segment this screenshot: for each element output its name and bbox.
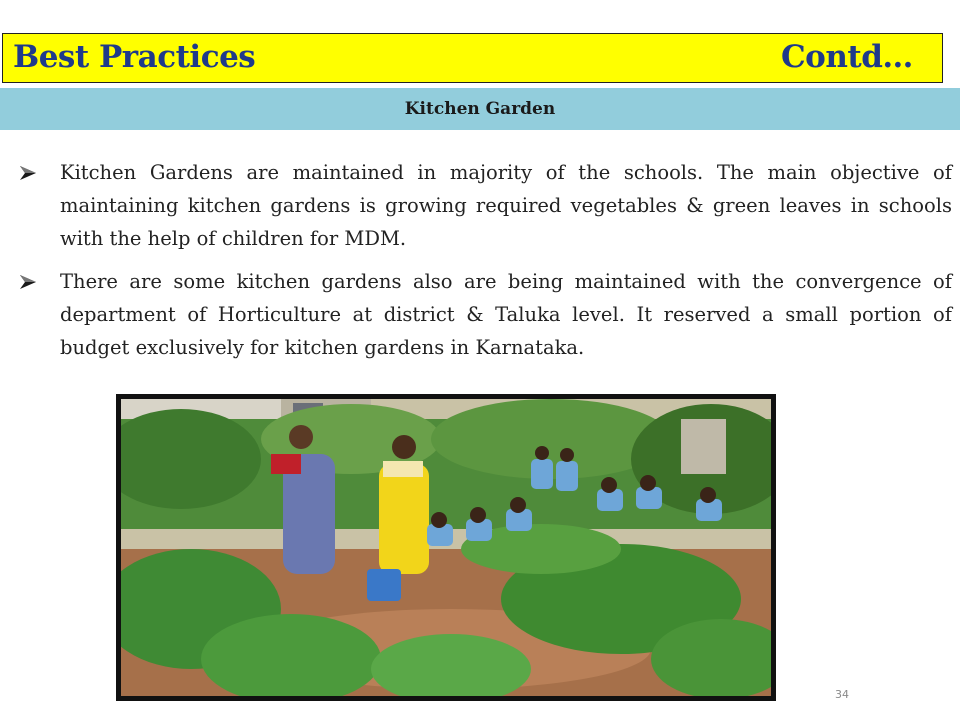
arrow-bullet-icon — [20, 275, 36, 289]
title-continued: Contd… — [781, 39, 913, 75]
page-number: 34 — [835, 688, 849, 701]
bullet-item — [20, 156, 952, 255]
section-subheading-bar — [0, 88, 960, 130]
slide-title: Best Practices — [13, 39, 256, 75]
garden-photo-illustration — [121, 399, 771, 696]
section-subheading: Kitchen Garden — [404, 99, 556, 119]
arrow-bullet-icon — [20, 166, 36, 180]
bullet-text: There are some kitchen gardens also are being maintained with the convergence of department of Horticulture at district & Taluka level. It reserved a small portion of budget exclusively for kitchen gardens in Karnataka. — [60, 270, 952, 359]
bullet-text: Kitchen Gardens are maintained in majority of the schools. The main objective of maintaining kitchen gardens is growing required vegetables & green leaves in schools with the help of children for MDM. — [60, 161, 952, 250]
bullet-item — [20, 265, 952, 364]
kitchen-garden-photo — [116, 394, 776, 701]
title-bar — [2, 33, 943, 83]
bullet-list — [20, 156, 952, 374]
